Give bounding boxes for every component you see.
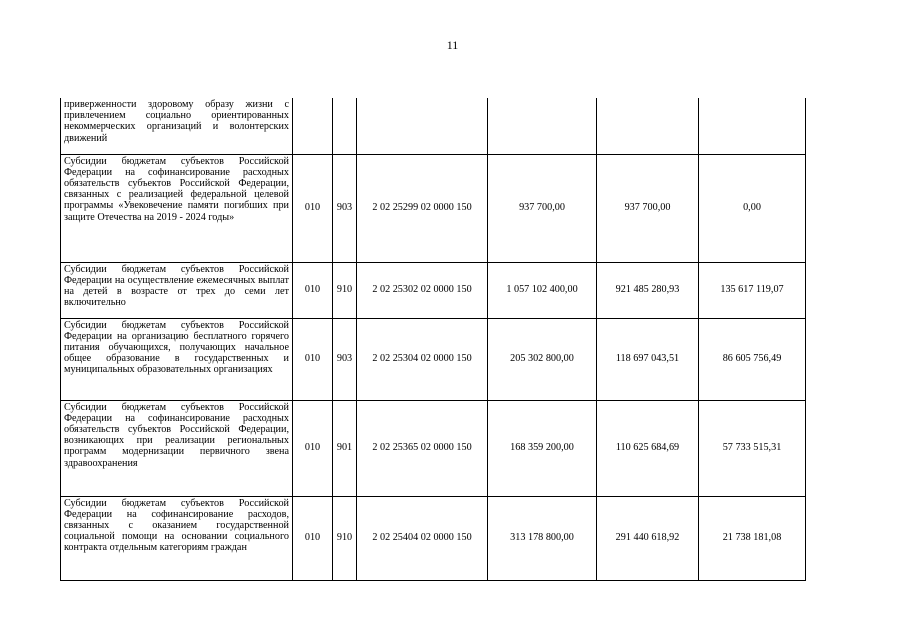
table-row: [61, 154, 806, 262]
row-remainder-amount: 21 738 181,08: [699, 496, 806, 580]
row-remainder-amount: [699, 98, 806, 154]
row-executed-amount: 921 485 280,93: [597, 262, 699, 318]
row-description: Субсидии бюджетам субъектов Российской Федерации на софинансирование расходных обязательств субъектов Российской Федерации, связанных с реализацией федеральной целевой программы «Увековечение памяти погибших при защите Отечества на 2019 - 2024 годы»: [61, 154, 293, 262]
row-description: Субсидии бюджетам субъектов Российской Федерации на софинансирование расходных обязательств субъектов Российской Федерации, возникающих при реализации региональных программ модернизации первичного звена здравоохранения: [61, 400, 293, 496]
row-executed-amount: 110 625 684,69: [597, 400, 699, 496]
row-remainder-amount: 86 605 756,49: [699, 318, 806, 400]
row-chapter-code: 010: [293, 496, 333, 580]
row-executed-amount: 291 440 618,92: [597, 496, 699, 580]
row-plan-amount: 937 700,00: [488, 154, 597, 262]
row-remainder-amount: 135 617 119,07: [699, 262, 806, 318]
row-admin-code: [333, 98, 357, 154]
row-description: Субсидии бюджетам субъектов Российской Федерации на софинансирование расходов, связанных с оказанием государственной социальной помощи на основании социального контракта отдельным категориям граждан: [61, 496, 293, 580]
row-budget-code: [357, 98, 488, 154]
budget-table: [60, 98, 806, 581]
row-chapter-code: 010: [293, 262, 333, 318]
row-admin-code: 910: [333, 262, 357, 318]
row-executed-amount: [597, 98, 699, 154]
row-description: Субсидии бюджетам субъектов Российской Федерации на осуществление ежемесячных выплат на детей в возрасте от трех до семи лет включительно: [61, 262, 293, 318]
row-budget-code: 2 02 25299 02 0000 150: [357, 154, 488, 262]
row-description: Субсидии бюджетам субъектов Российской Федерации на организацию бесплатного горячего питания обучающихся, получающих начальное общее образование в государственных и муниципальных образовательных организациях: [61, 318, 293, 400]
row-chapter-code: 010: [293, 154, 333, 262]
table-row: [61, 318, 806, 400]
table-row: [61, 496, 806, 580]
row-plan-amount: [488, 98, 597, 154]
row-budget-code: 2 02 25302 02 0000 150: [357, 262, 488, 318]
row-description: приверженности здоровому образу жизни с привлечением социально ориентированных некоммерческих организаций и волонтерских движений: [61, 98, 293, 154]
row-chapter-code: 010: [293, 400, 333, 496]
table-row: [61, 98, 806, 154]
row-admin-code: 901: [333, 400, 357, 496]
row-remainder-amount: 0,00: [699, 154, 806, 262]
row-admin-code: 903: [333, 154, 357, 262]
table-row: [61, 400, 806, 496]
row-budget-code: 2 02 25365 02 0000 150: [357, 400, 488, 496]
row-plan-amount: 205 302 800,00: [488, 318, 597, 400]
row-remainder-amount: 57 733 515,31: [699, 400, 806, 496]
row-admin-code: 910: [333, 496, 357, 580]
row-plan-amount: 313 178 800,00: [488, 496, 597, 580]
row-chapter-code: [293, 98, 333, 154]
row-executed-amount: 118 697 043,51: [597, 318, 699, 400]
table-row: [61, 262, 806, 318]
row-budget-code: 2 02 25404 02 0000 150: [357, 496, 488, 580]
row-budget-code: 2 02 25304 02 0000 150: [357, 318, 488, 400]
row-executed-amount: 937 700,00: [597, 154, 699, 262]
page-number: 11: [446, 38, 459, 52]
row-admin-code: 903: [333, 318, 357, 400]
row-plan-amount: 1 057 102 400,00: [488, 262, 597, 318]
row-plan-amount: 168 359 200,00: [488, 400, 597, 496]
row-chapter-code: 010: [293, 318, 333, 400]
